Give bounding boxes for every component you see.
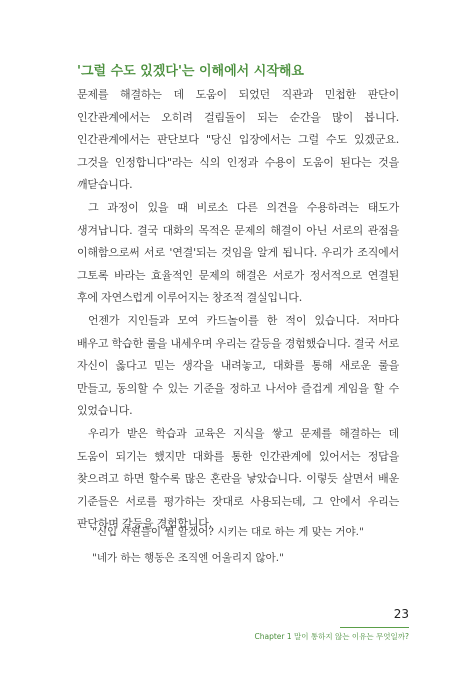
paragraph: 우리가 받은 학습과 교육은 지식을 쌓고 문제를 해결하는 데 도움이 되기는 했지만 대화를 통한 인간관계에 있어서는 정답을 찾으려고 하면 할수록 많은 혼란을 낳았습니다. 이렇듯 살면서 배운 기준들은 서로를 평가하는 잣대로 사용되는데, 그 안에서 우리는 판단하며 갈등을 경험합니다. [77,426,399,531]
chapter-footer: Chapter 1 말이 통하지 않는 이유는 무엇일까? [254,632,409,641]
quote-block [92,521,402,573]
paragraph: 언젠가 지인들과 모여 카드놀이를 한 적이 있습니다. 저마다 배우고 학습한 룰을 내세우며 우리는 갈등을 경험했습니다. 결국 서로 자신이 옳다고 믿는 생각을 내려놓고, 대화를 통해 새로운 룰을 만들고, 동의할 수 있는 기준을 정하고 나서야 즐겁게 게임을 할 수 있었습니다. [77,313,399,418]
quote-line: "네가 하는 행동은 조직엔 어울리지 않아." [92,552,284,564]
quote-line: "신입 사원들이 뭘 알겠어? 시키는 대로 하는 게 맞는 거야." [92,526,364,538]
body-text [77,84,399,536]
footer-divider [340,627,409,628]
section-heading: '그럴 수도 있겠다'는 이해에서 시작해요 [77,64,304,79]
paragraph: 문제를 해결하는 데 도움이 되었던 직관과 민첩한 판단이 인간관계에서는 오히려 걸림돌이 되는 순간을 많이 봅니다. 인간관계에서는 판단보다 "당신 입장에서는 그럴 수도 있겠군요. 그것을 인정합니다"라는 식의 인정과 수용이 도움이 된다는 것을 깨닫습니다. [77,88,399,192]
paragraph: 그 과정이 있을 때 비로소 다른 의견을 수용하려는 태도가 생겨납니다. 결국 대화의 목적은 문제의 해결이 아닌 서로의 관점을 이해함으로써 서로 '연결'되는 것임을 알게 됩니다. 우리가 조직에서 그토록 바라는 효율적인 문제의 해결은 서로가 정서적으로 연결된 후에 자연스럽게 이루어지는 창조적 결실입니다. [77,200,399,305]
page-number: 23 [393,607,409,621]
